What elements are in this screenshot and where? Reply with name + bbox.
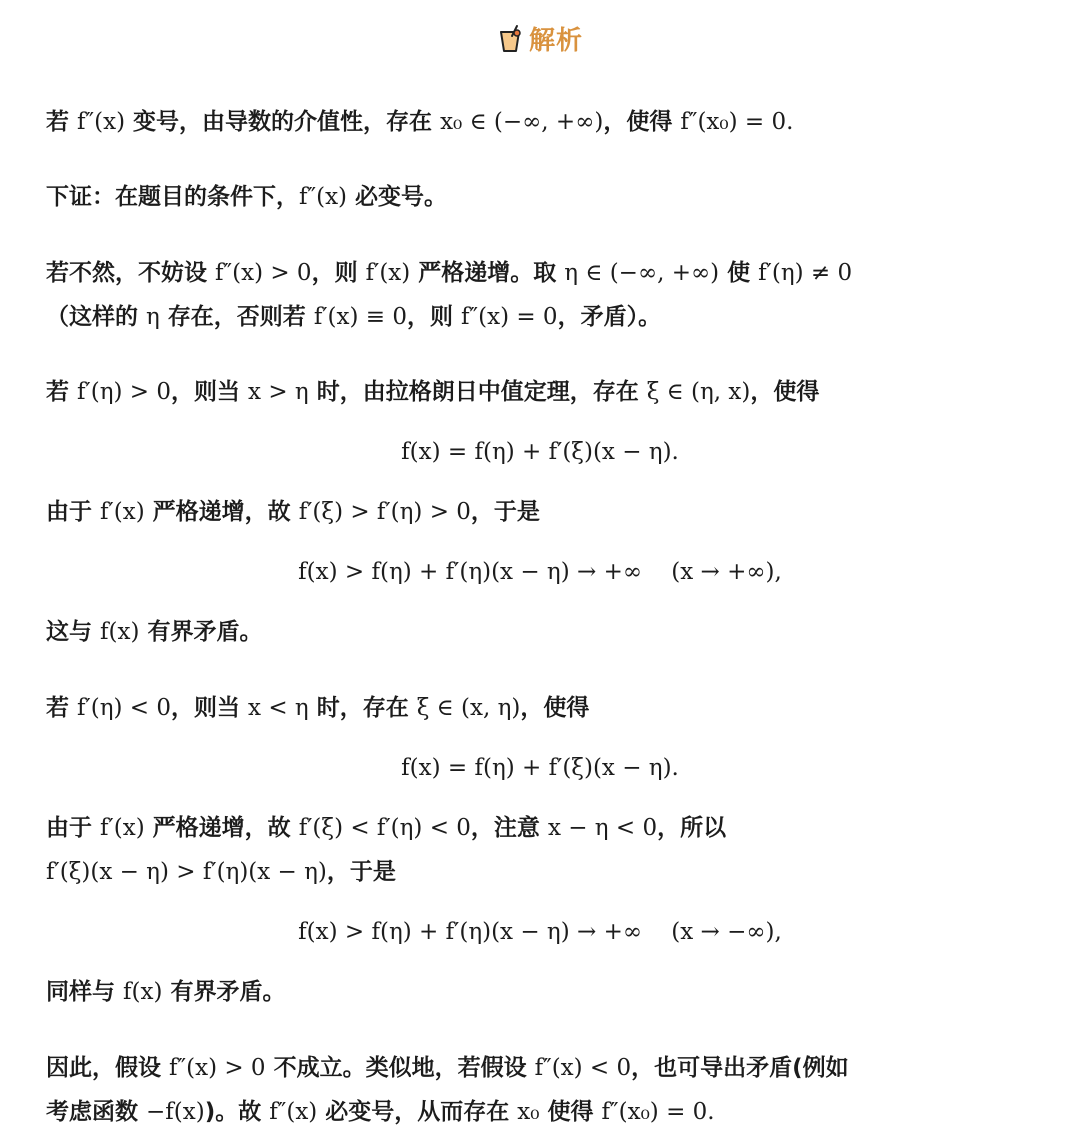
text-segment: )。故 [204,1099,270,1125]
section-header [0,20,1080,57]
text-segment: （这样的 [46,304,147,330]
section-title: 解析 [528,26,583,56]
text-segment: 必变号。 [347,184,448,210]
text-line [46,497,1050,527]
text-segment: 严格递增，故 [144,499,299,525]
text-segment: 若 [46,379,78,405]
math-expression: f″(x) [77,109,126,135]
text-segment: 变号，由导数的介值性，存在 [125,109,441,135]
text-segment: 因此，假设 [46,1055,170,1081]
text-segment: 同样与 [46,979,124,1005]
math-expression: f(x) > f(η) + f′(η)(x − η) → +∞ (x → −∞), [298,919,782,945]
text-line [46,813,1050,843]
math-expression: f(x) [123,979,163,1005]
display-equation [0,437,1080,467]
text-line [46,377,1050,407]
text-segment: ，则 [311,260,366,286]
math-expression: η ∈ (−∞, +∞) [564,260,720,286]
math-expression: η [146,304,160,330]
math-expression: f(x) > f(η) + f′(η)(x − η) → +∞ (x → +∞), [298,559,782,585]
text-segment: 这与 [46,619,101,645]
math-expression: f″(x) [269,1099,318,1125]
text-segment: ，于是 [326,859,396,885]
math-expression: f″(x) [299,184,348,210]
math-expression: x < η [248,695,309,721]
text-segment: ，使得 [603,109,681,135]
text-segment: 使得 [539,1099,602,1125]
math-expression: f″(x) = 0 [461,304,558,330]
text-segment: ，也可导出矛盾(例如 [631,1055,849,1081]
math-expression: f′(ξ)(x − η) > f′(η)(x − η) [46,859,327,885]
text-segment: 不成立。类似地，若假设 [265,1055,535,1081]
text-segment: 必变号，从而存在 [317,1099,518,1125]
text-segment: 由于 [46,815,101,841]
text-segment: ，于是 [470,499,540,525]
math-expression: −f(x) [146,1099,205,1125]
text-segment: ，使得 [520,695,590,721]
text-line [46,1097,1050,1127]
math-expression: f(x) = f(η) + f′(ξ)(x − η). [401,755,679,781]
display-equation [0,753,1080,783]
math-expression: f′(x) [100,499,145,525]
math-expression: f′(ξ) > f′(η) > 0 [298,499,471,525]
text-segment: 若 [46,109,78,135]
text-line [46,617,1050,647]
text-segment: 有界矛盾。 [139,619,263,645]
math-expression: f′(η) ≠ 0 [758,260,853,286]
text-line [46,107,1050,137]
math-expression: f′(η) < 0 [77,695,172,721]
text-segment: 有界矛盾。 [162,979,286,1005]
text-segment: 考虑函数 [46,1099,147,1125]
text-segment: ，注意 [470,815,548,841]
text-segment: 若 [46,695,78,721]
text-line [46,258,1050,288]
math-expression: x − η < 0 [547,815,658,841]
text-line [46,693,1050,723]
text-line [46,302,1050,332]
text-segment: 时，由拉格朗日中值定理，存在 [308,379,647,405]
math-expression: f′(η) > 0 [77,379,172,405]
text-segment: ，使得 [750,379,820,405]
text-segment: 严格递增，故 [144,815,299,841]
text-segment: 时，存在 [308,695,417,721]
display-equation [0,557,1080,587]
math-expression: f′(ξ) < f′(η) < 0 [298,815,471,841]
text-segment: 使 [719,260,759,286]
math-expression: f″(x₀) = 0. [680,109,794,135]
math-expression: f″(x) < 0 [534,1055,632,1081]
text-segment: ，矛盾）。 [557,304,662,330]
display-equation [0,917,1080,947]
text-segment: ，则当 [171,695,249,721]
text-segment: 若不然，不妨设 [46,260,216,286]
math-expression: f″(x) > 0 [215,260,312,286]
math-expression: x > η [248,379,309,405]
math-expression: ξ ∈ (x, η) [416,695,521,721]
math-expression: f″(x) > 0 [169,1055,266,1081]
text-line [46,857,1050,887]
math-expression: f(x) = f(η) + f′(ξ)(x − η). [401,439,679,465]
drink-cup-icon [497,24,523,54]
math-expression: f(x) [100,619,140,645]
math-expression: f′(x) [100,815,145,841]
math-expression: x₀ [517,1099,540,1125]
math-expression: f″(x₀) = 0. [601,1099,715,1125]
math-expression: ξ ∈ (η, x) [646,379,751,405]
text-segment: 下证：在题目的条件下， [46,184,299,210]
text-segment: 由于 [46,499,101,525]
text-segment: 存在，否则若 [159,304,314,330]
text-segment: ，所以 [657,815,727,841]
math-expression: x₀ ∈ (−∞, +∞) [440,109,604,135]
text-segment: ，则 [407,304,462,330]
text-segment: ，则当 [171,379,249,405]
math-expression: f′(x) [365,260,411,286]
text-line [46,1053,1050,1083]
text-line [46,977,1050,1007]
text-segment: 严格递增。取 [410,260,565,286]
math-expression: f′(x) ≡ 0 [313,304,407,330]
text-line [46,182,1050,212]
